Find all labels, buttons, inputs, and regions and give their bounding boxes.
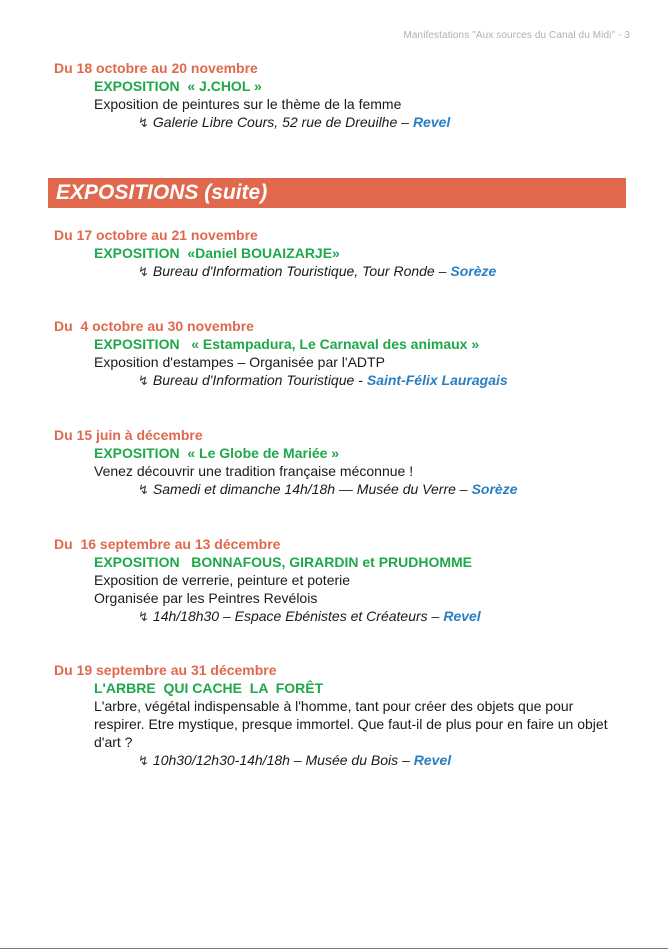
- event-date: Du 19 septembre au 31 décembre: [54, 662, 277, 678]
- venue-text: 10h30/12h30-14h/18h – Musée du Bois –: [152, 752, 410, 768]
- event-date: Du 16 septembre au 13 décembre: [54, 536, 281, 552]
- event-date: Du 15 juin à décembre: [54, 427, 203, 443]
- bottom-rule: [0, 948, 668, 949]
- event-description: Organisée par les Peintres Revélois: [94, 590, 318, 606]
- event-title: EXPOSITION « Le Globe de Mariée »: [94, 445, 340, 461]
- section-banner: [48, 178, 626, 208]
- running-header: Manifestations "Aux sources du Canal du Midi" - 3: [403, 30, 630, 41]
- venue-text: Samedi et dimanche 14h/18h — Musée du Verre –: [152, 481, 468, 497]
- section-title: EXPOSITIONS (suite): [56, 181, 268, 204]
- venue-town: Revel: [443, 608, 481, 624]
- event-venue: [138, 371, 634, 390]
- event-description: Exposition de verrerie, peinture et poterie: [94, 572, 351, 588]
- event-title: EXPOSITION « Estampadura, Le Carnaval des animaux »: [94, 336, 480, 352]
- venue-text: Galerie Libre Cours, 52 rue de Dreuilhe –: [152, 114, 409, 130]
- event-venue: [138, 480, 634, 499]
- event-venue: [138, 607, 634, 626]
- event-description: Exposition de peintures sur le thème de la femme: [94, 96, 402, 112]
- venue-text: Bureau d'Information Touristique -: [152, 372, 363, 388]
- venue-town: Revel: [413, 752, 452, 768]
- event-venue: [138, 751, 634, 770]
- event-title: L'ARBRE QUI CACHE LA FORÊT: [94, 680, 324, 696]
- event-entry-bonnafous: [54, 535, 634, 626]
- venue-town: Sorèze: [471, 481, 518, 497]
- venue-text: Bureau d'Information Touristique, Tour Ronde –: [152, 263, 447, 279]
- event-entry-arbre: [54, 661, 634, 770]
- arrow-marker-icon: ↯: [138, 373, 149, 388]
- arrow-marker-icon: ↯: [138, 264, 149, 279]
- venue-text: 14h/18h30 – Espace Ebénistes et Créateurs –: [152, 608, 440, 624]
- event-entry-chol: [54, 59, 634, 132]
- event-entry-bouaizarje: [54, 226, 634, 281]
- event-venue: [138, 113, 634, 132]
- arrow-marker-icon: ↯: [138, 482, 149, 497]
- event-description: Exposition d'estampes – Organisée par l'ADTP: [94, 354, 385, 370]
- event-title: EXPOSITION «Daniel BOUAIZARJE»: [94, 245, 340, 261]
- arrow-marker-icon: ↯: [138, 115, 149, 130]
- venue-town: Sorèze: [450, 263, 497, 279]
- event-entry-globe: [54, 426, 634, 499]
- arrow-marker-icon: ↯: [138, 609, 149, 624]
- event-entry-estampadura: [54, 317, 634, 390]
- event-description: Venez découvrir une tradition française méconnue !: [94, 463, 414, 479]
- arrow-marker-icon: ↯: [138, 753, 149, 768]
- event-date: Du 17 octobre au 21 novembre: [54, 227, 258, 243]
- event-venue: [138, 262, 634, 281]
- event-date: Du 4 octobre au 30 novembre: [54, 318, 254, 334]
- event-description: L'arbre, végétal indispensable à l'homme, tant pour créer des objets que pour respirer. Etre mystique, presque immortel. Que faut-il de plus pour en faire un objet d'art ?: [94, 698, 608, 750]
- event-date: Du 18 octobre au 20 novembre: [54, 60, 258, 76]
- venue-town: Saint-Félix Lauragais: [366, 372, 508, 388]
- event-title: EXPOSITION BONNAFOUS, GIRARDIN et PRUDHOMME: [94, 554, 473, 570]
- venue-town: Revel: [412, 114, 451, 130]
- event-title: EXPOSITION « J.CHOL »: [94, 78, 262, 94]
